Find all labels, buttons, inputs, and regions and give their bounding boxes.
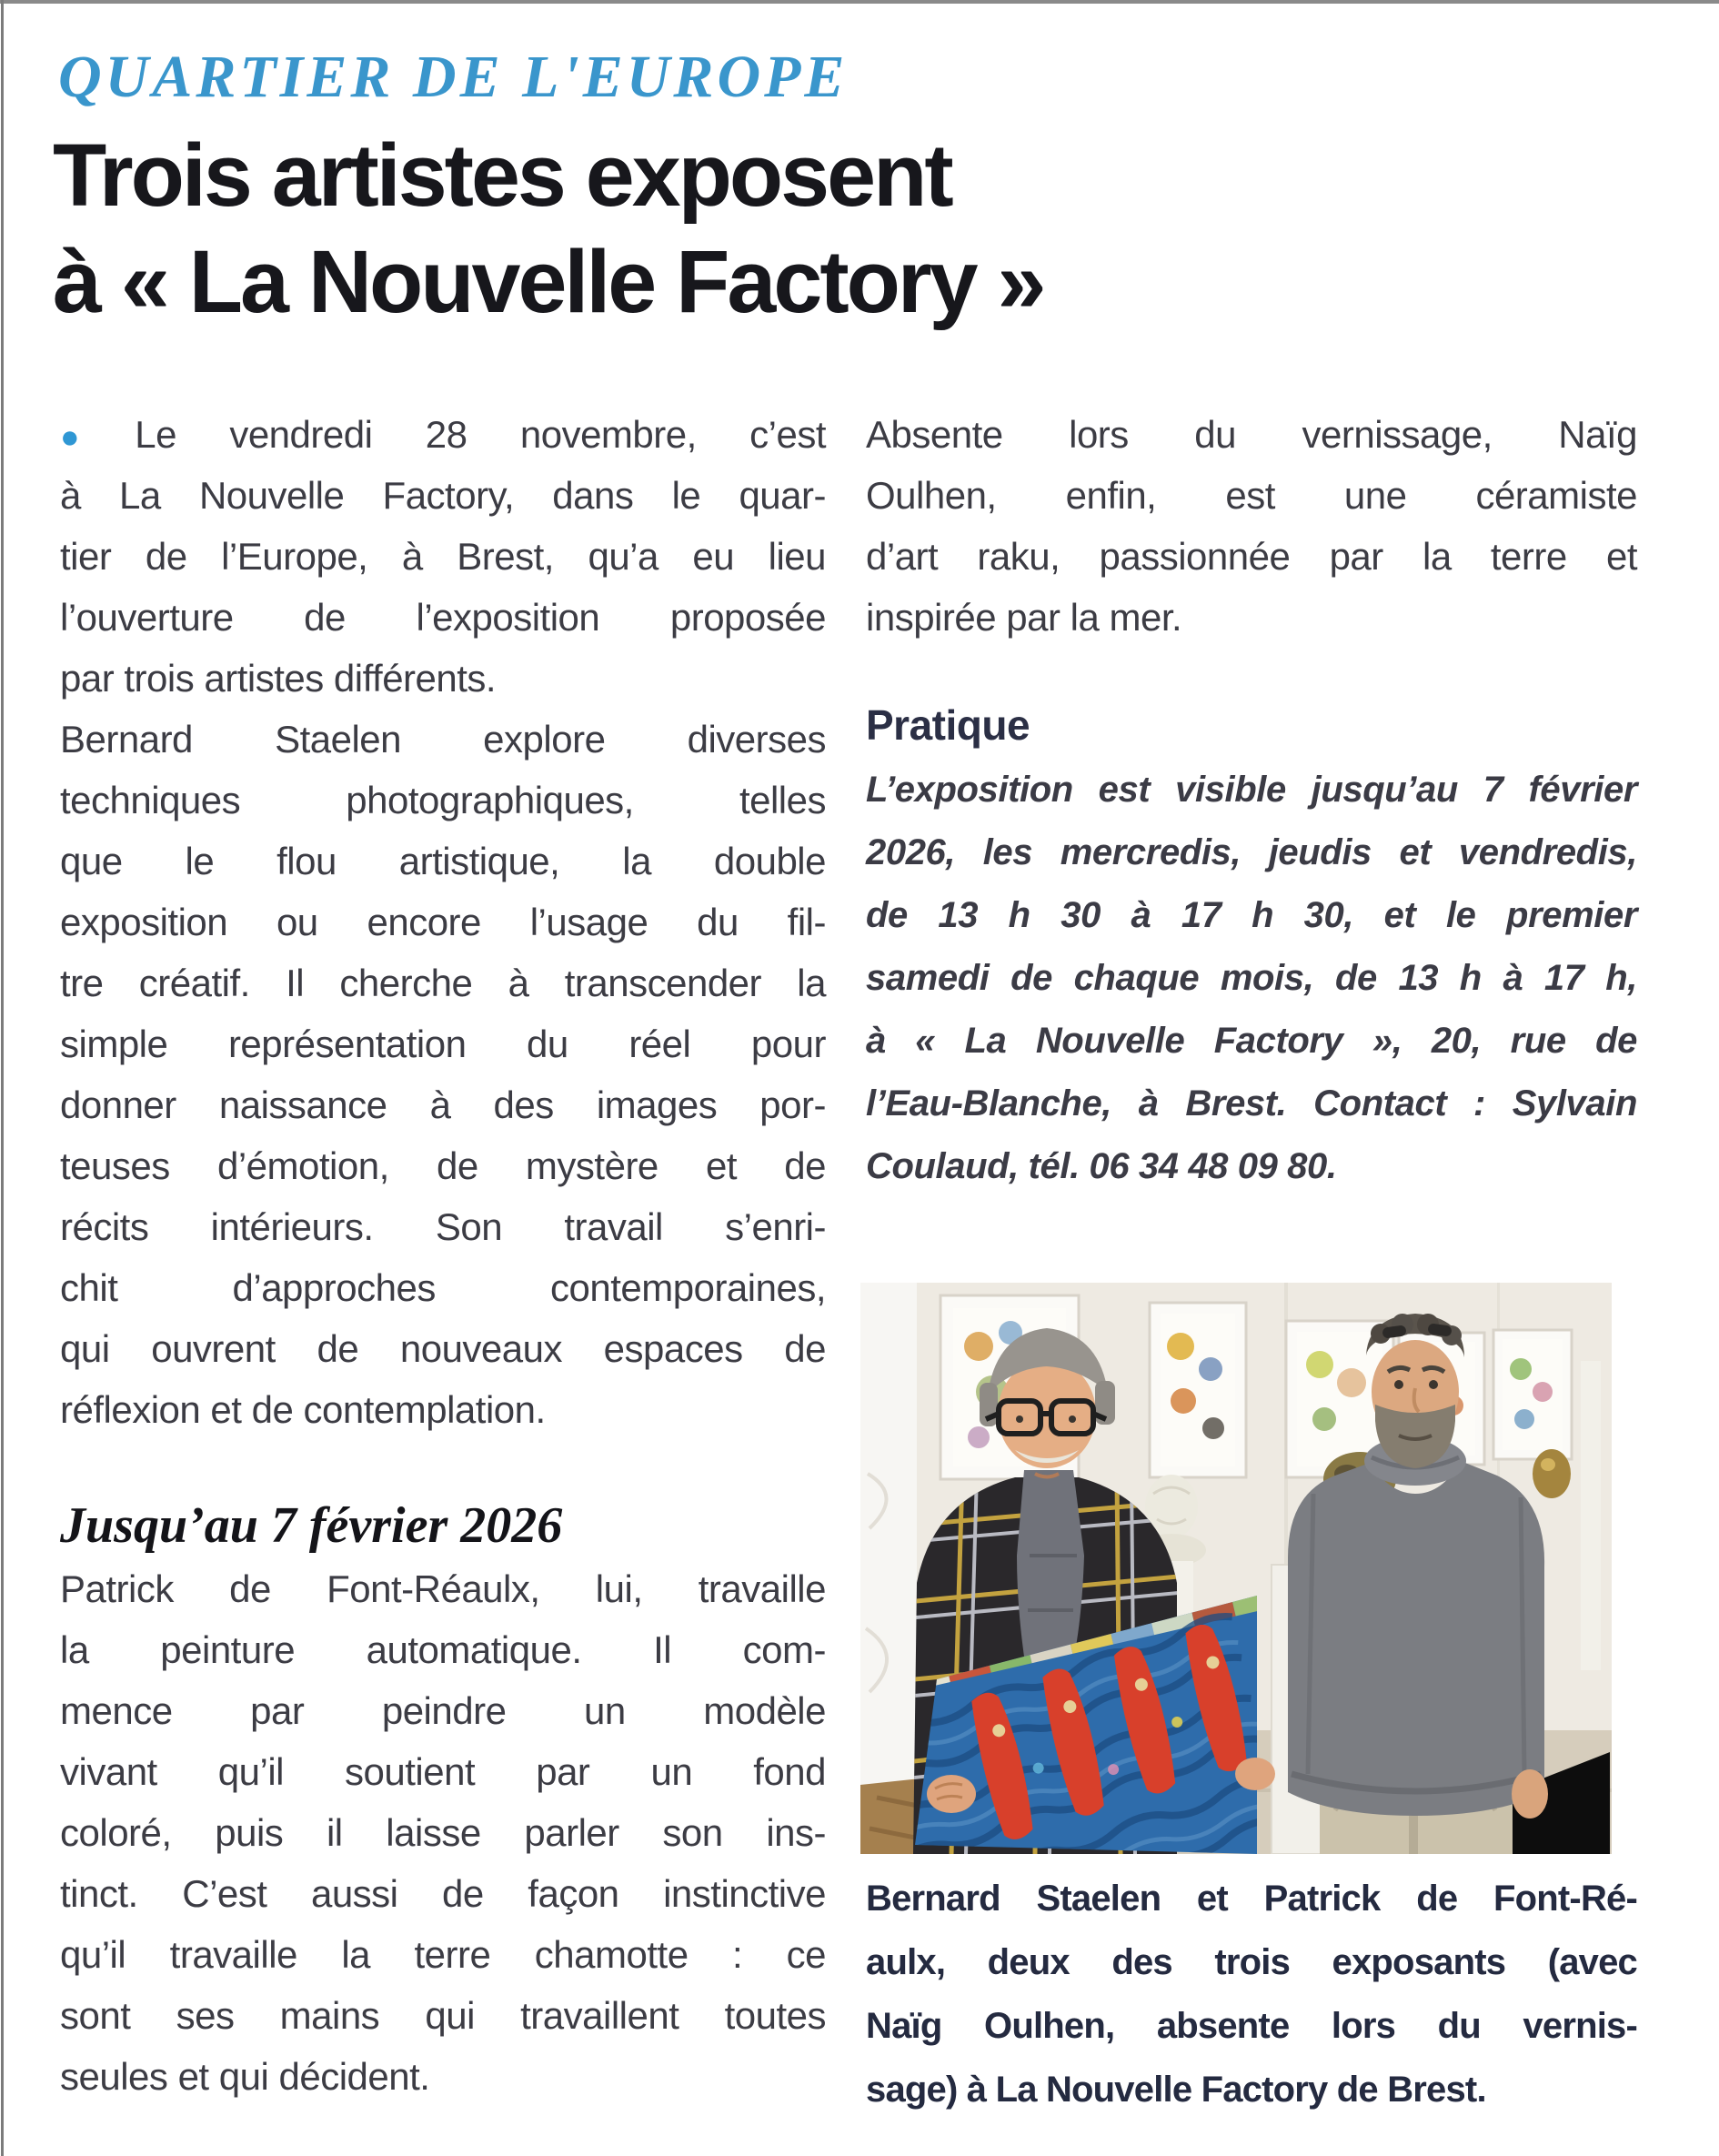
body-paragraph-1 (60, 709, 826, 1440)
hand-right (1235, 1758, 1275, 1790)
article-column-right (866, 404, 1637, 1198)
text-line: Naïg Oulhen, absente lors du vernis- (866, 2006, 1637, 2046)
article-headline (53, 122, 1472, 335)
intro-paragraph (60, 404, 826, 709)
text-line: teuses d’émotion, de mystère et de (60, 1144, 826, 1187)
text-line: aulx, deux des trois exposants (avec (866, 1942, 1637, 1982)
text-line: sage) à La Nouvelle Factory de Brest. (866, 2070, 1486, 2110)
text-line: L’exposition est visible jusqu’au 7 février (866, 770, 1637, 810)
page-top-border (0, 0, 1719, 4)
bullet-icon: ● (60, 418, 123, 455)
text-line: réflexion et de contemplation. (60, 1388, 546, 1431)
framed-artwork-5 (1493, 1330, 1572, 1459)
text-line: sont ses mains qui travaillent toutes (60, 1994, 826, 2037)
text-line: tre créatif. Il cherche à transcender la (60, 962, 826, 1004)
text-line: vivant qu’il soutient par un fond (60, 1750, 826, 1793)
text-line: tier de l’Europe, à Brest, qu’a eu lieu (60, 535, 826, 578)
page-left-border (1, 0, 4, 2156)
text-line: inspirée par la mer. (866, 596, 1182, 639)
photo-caption (866, 1867, 1637, 2121)
text-line: Patrick de Font-Réaulx, lui, travaille (60, 1567, 826, 1610)
hand-left (927, 1775, 976, 1813)
hand-right-artist (1512, 1769, 1548, 1818)
text-line: exposition ou encore l’usage du fil- (60, 901, 826, 943)
text-line: Coulaud, tél. 06 34 48 09 80. (866, 1146, 1337, 1186)
text-line: ● Le vendredi 28 novembre, c’est (60, 413, 826, 456)
text-line: la peinture automatique. Il com- (60, 1628, 826, 1671)
text-line: coloré, puis il laisse parler son ins- (60, 1811, 826, 1854)
text-line: chit d’approches contemporaines, (60, 1266, 826, 1309)
sweater (1288, 1461, 1544, 1816)
text-line: par trois artistes différents. (60, 657, 497, 700)
text-line: l’Eau-Blanche, à Brest. Contact : Sylvain (866, 1083, 1637, 1123)
text-line: Absente lors du vernissage, Naïg (866, 413, 1637, 456)
section-kicker: QUARTIER DE L'EUROPE (58, 44, 849, 110)
text-line: tinct. C’est aussi de façon instinctive (60, 1872, 826, 1915)
article-column-left (60, 404, 826, 2107)
framed-artwork-2 (1150, 1303, 1246, 1477)
text-line: à « La Nouvelle Factory », 20, rue de (866, 1021, 1637, 1061)
text-line: Oulhen, enfin, est une céramiste (866, 474, 1637, 517)
article-subhead: Jusqu’au 7 février 2026 (60, 1497, 563, 1554)
text-line: samedi de chaque mois, de 13 h à 17 h, (866, 958, 1637, 998)
text-line: d’art raku, passionnée par la terre et (866, 535, 1637, 578)
text-line: de 13 h 30 à 17 h 30, et le premier (866, 895, 1637, 935)
text-line: simple représentation du réel pour (60, 1023, 826, 1065)
text-line: Bernard Staelen et Patrick de Font-Ré- (866, 1879, 1637, 1919)
practical-heading: Pratique (866, 701, 1030, 749)
text-line: seules et qui décident. (60, 2055, 430, 2098)
sculpture-gold-right (1533, 1449, 1571, 1498)
practical-info (866, 759, 1637, 1198)
body-paragraph-3 (866, 404, 1637, 648)
text-line: mence par peindre un modèle (60, 1689, 826, 1732)
article-photo (860, 1283, 1612, 1854)
text-line: techniques photographiques, telles (60, 779, 826, 821)
text-line: Trois artistes exposent (53, 126, 951, 225)
text-line: 2026, les mercredis, jeudis et vendredis, (866, 832, 1637, 872)
body-paragraph-2 (60, 1558, 826, 2107)
text-line: à « La Nouvelle Factory » (53, 232, 1044, 331)
text-line: donner naissance à des images por- (60, 1083, 826, 1126)
text-line: à La Nouvelle Factory, dans le quar- (60, 474, 826, 517)
text-line: Bernard Staelen explore diverses (60, 718, 826, 761)
text-line: qui ouvrent de nouveaux espaces de (60, 1327, 826, 1370)
text-line: l’ouverture de l’exposition proposée (60, 596, 826, 639)
text-line: qu’il travaille la terre chamotte : ce (60, 1933, 826, 1976)
text-line: que le flou artistique, la double (60, 840, 826, 882)
text-line: récits intérieurs. Son travail s’enri- (60, 1205, 826, 1248)
